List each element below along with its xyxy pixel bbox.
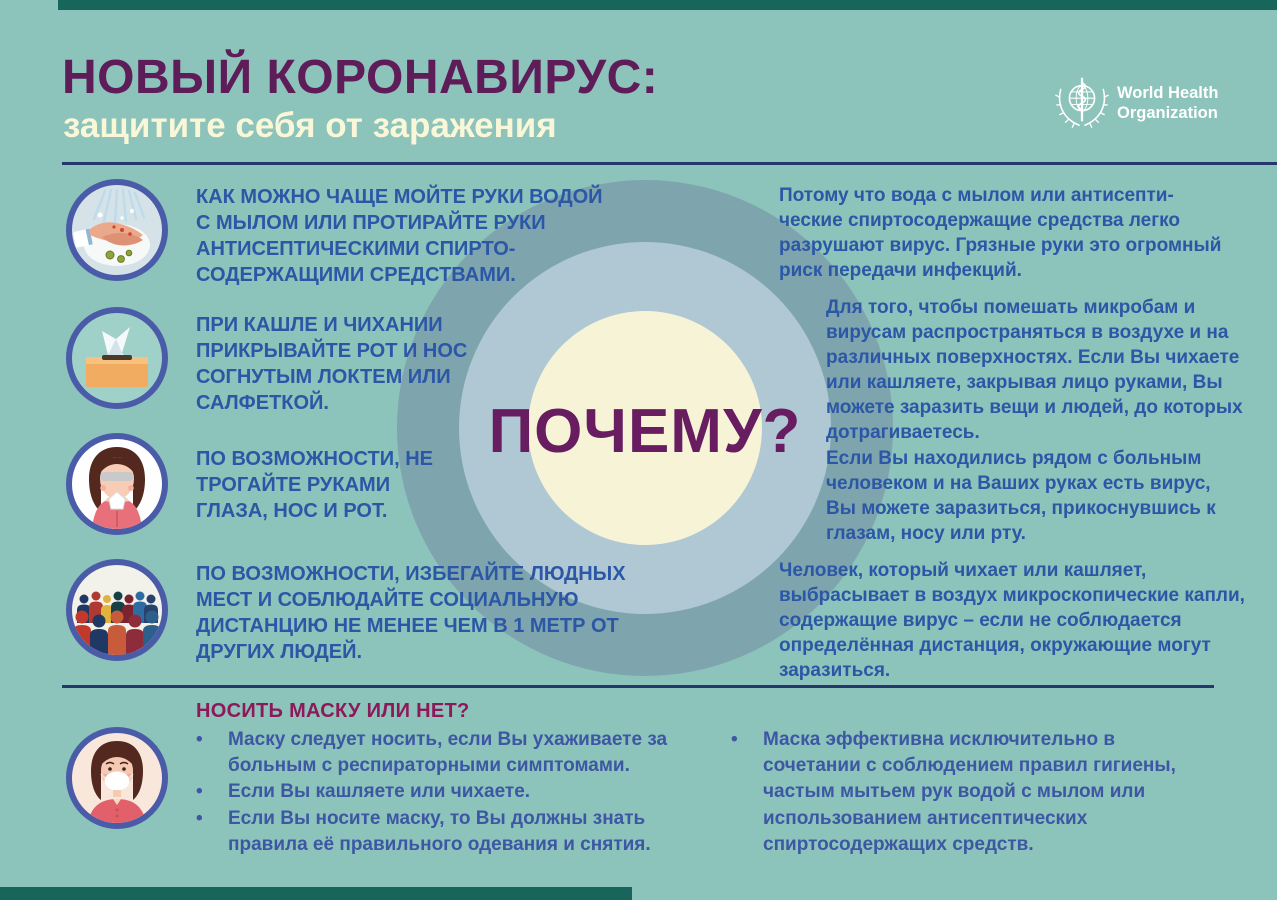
advice-item-wash-hands: КАК МОЖНО ЧАЩЕ МОЙТЕ РУКИ ВОДОЙ С МЫЛОМ ИЛИ ПРОТИРАЙТЕ РУКИ АНТИСЕПТИЧЕСКИМИ СПИРТО-СОДЕРЖАЩИМИ СРЕДСТВАМИ. bbox=[196, 186, 603, 286]
reason-paragraph-spread: Для того, чтобы помешать микробам и вирусам распространяться в воздухе и на различных поверхностях. Если Вы чихаете или кашляете, закрывая лицо руками, Вы можете заразить вещи и людей, до которых дотрагиваетесь. bbox=[826, 297, 1243, 444]
crowd-icon bbox=[66, 559, 168, 661]
reason-paragraph-soap: Потому что вода с мылом или антисепти-ческие спиртосодержащие средства легко разрушают вирус. Грязные руки это огромный риск передачи инфекций. bbox=[779, 185, 1222, 282]
bullet-text: Если Вы носите маску, то Вы должны знать правила её правильного одевания и снятия. bbox=[228, 807, 651, 855]
who-logo-line2: Organization bbox=[1117, 103, 1218, 122]
mask-bullet-list-left bbox=[196, 727, 706, 858]
bullet-dot: • bbox=[731, 729, 738, 750]
bullet-dot: • bbox=[196, 729, 203, 750]
mask-question-heading: НОСИТЬ МАСКУ ИЛИ НЕТ? bbox=[196, 700, 470, 722]
page-title: НОВЫЙ КОРОНАВИРУС: bbox=[62, 51, 659, 104]
why-question-text: ПОЧЕМУ? bbox=[488, 397, 802, 466]
who-emblem-icon bbox=[1053, 74, 1111, 137]
bullet-dot: • bbox=[196, 781, 203, 803]
list-item bbox=[196, 806, 706, 858]
header-divider bbox=[62, 162, 1277, 165]
reason-paragraph-droplets: Человек, который чихает или кашляет, выбрасывает в воздух микроскопические капли, содержащие вирус – если не соблюдается определённая дистанция, окружающие могут заразиться. bbox=[779, 560, 1245, 682]
list-item bbox=[196, 727, 706, 779]
section-divider bbox=[62, 685, 1214, 688]
mask-bullet-list-right bbox=[731, 727, 1206, 858]
advice-item-dont-touch-face: ПО ВОЗМОЖНОСТИ, НЕ ТРОГАЙТЕ РУКАМИ ГЛАЗА, НОС И РОТ. bbox=[196, 448, 433, 522]
bullet-text: Маска эффективна исключительно в сочетании с соблюдением правил гигиены, частым мытьем рук водой с мылом или использованием антисептических спиртосодержащих средств. bbox=[763, 729, 1176, 855]
bottom-accent-bar bbox=[0, 887, 632, 900]
masked-woman-icon bbox=[66, 727, 168, 829]
who-logo-text bbox=[1117, 84, 1218, 124]
bullet-text: Если Вы кашляете или чихаете. bbox=[228, 781, 531, 803]
bullet-text: Маску следует носить, если Вы ухаживаете за больным с респираторными симптомами. bbox=[228, 729, 668, 777]
advice-item-social-distance: ПО ВОЗМОЖНОСТИ, ИЗБЕГАЙТЕ ЛЮДНЫХ МЕСТ И СОБЛЮДАЙТЕ СОЦИАЛЬНУЮ ДИСТАНЦИЮ НЕ МЕНЕЕ ЧЕМ В 1 МЕТР ОТ ДРУГИХ ЛЮДЕЙ. bbox=[196, 563, 626, 663]
avoid-touching-face-icon bbox=[66, 433, 168, 535]
washing-hands-icon bbox=[66, 179, 168, 281]
list-item bbox=[196, 779, 706, 805]
who-logo bbox=[1053, 74, 1273, 138]
bullet-dot: • bbox=[196, 807, 203, 829]
top-accent-bar bbox=[58, 0, 1277, 10]
who-logo-line1: World Health bbox=[1117, 84, 1219, 102]
list-item bbox=[731, 727, 1206, 858]
tissue-box-icon bbox=[66, 307, 168, 409]
page-subtitle: защитите себя от заражения bbox=[63, 106, 557, 145]
advice-item-cover-mouth: ПРИ КАШЛЕ И ЧИХАНИИ ПРИКРЫВАЙТЕ РОТ И НОС СОГНУТЫМ ЛОКТЕМ ИЛИ САЛФЕТКОЙ. bbox=[196, 314, 468, 414]
reason-paragraph-contact: Если Вы находились рядом с больным человеком и на Ваших руках есть вирус, Вы можете заразиться, прикоснувшись к глазам, носу или рту. bbox=[826, 448, 1216, 545]
